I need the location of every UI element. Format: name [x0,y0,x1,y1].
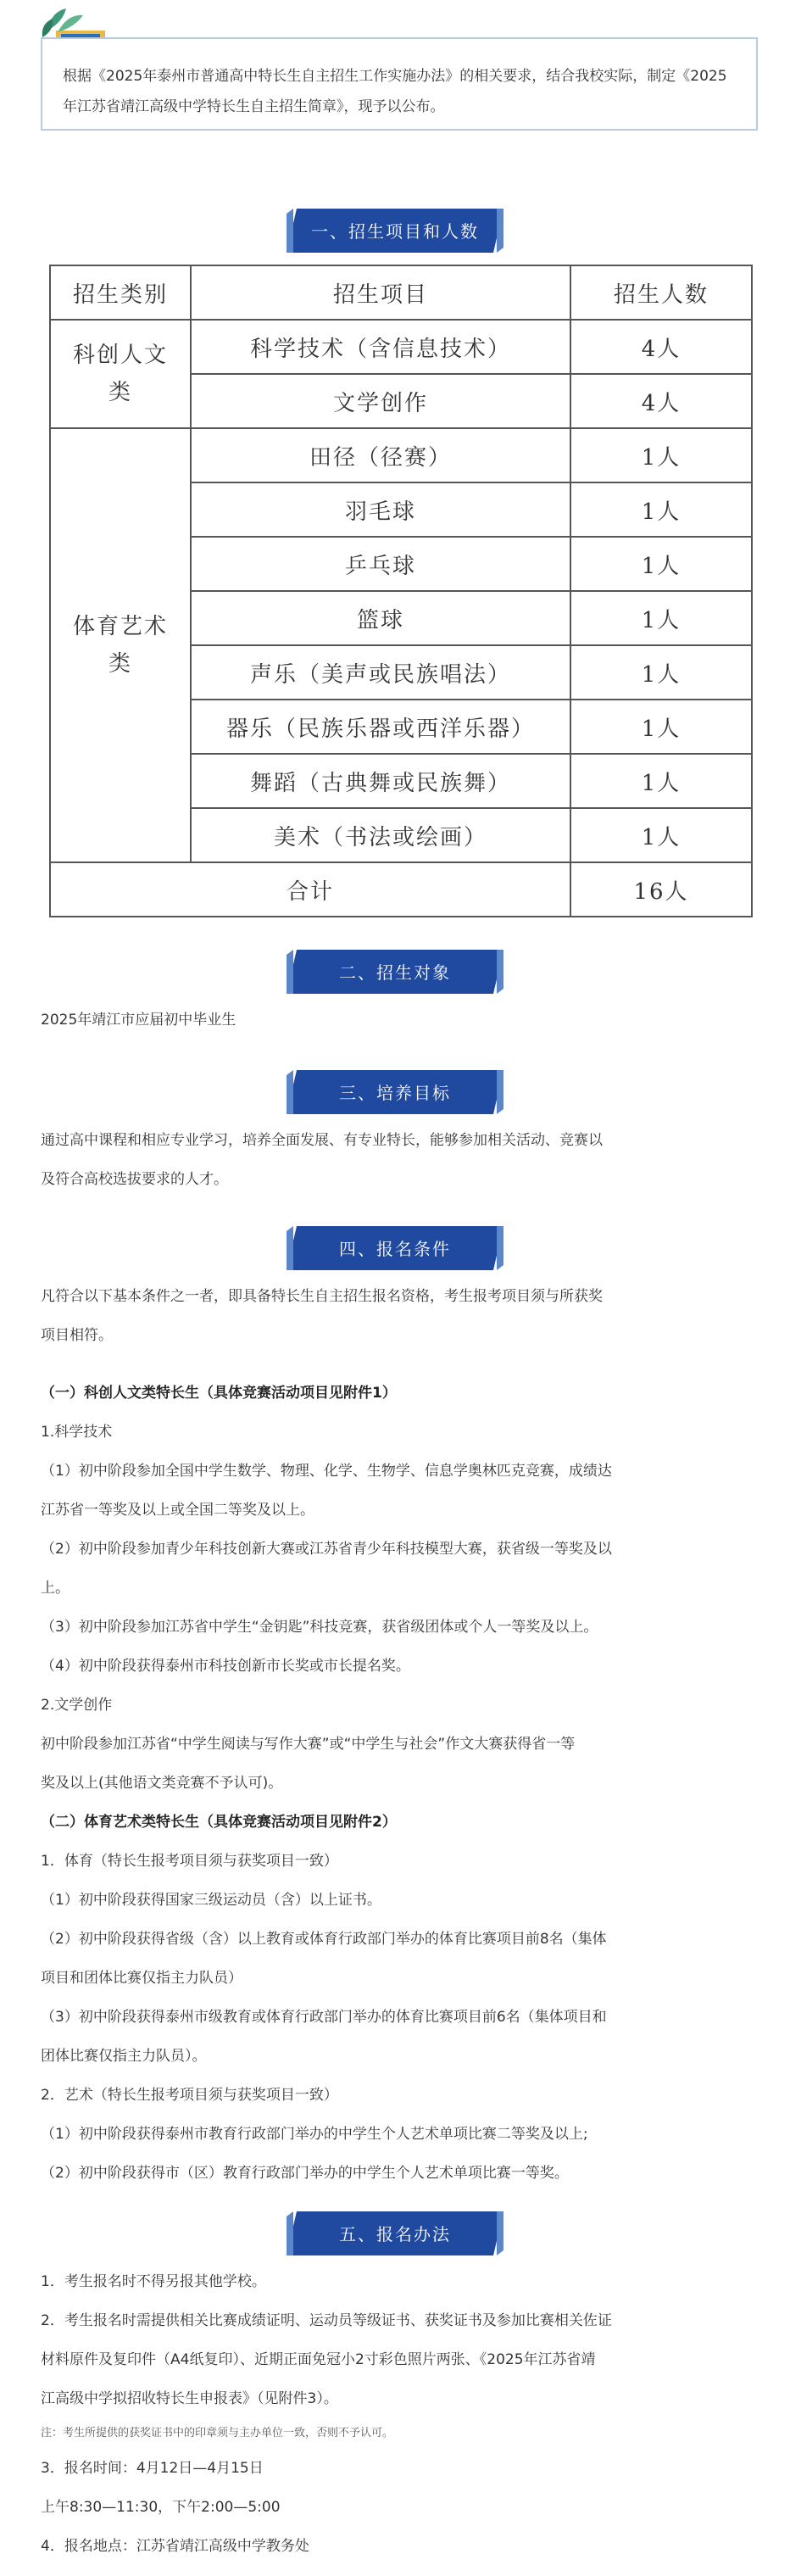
condition-line: （1）初中阶段获得国家三级运动员（含）以上证书。 [41,1892,381,1909]
condition-line: 团体比赛仅指主力队员）。 [41,2048,207,2065]
condition-line: （1）初中阶段获得泰州市教育行政部门举办的中学生个人艺术单项比赛二等奖及以上; [41,2126,588,2143]
count-cell: 1人 [570,808,752,862]
target-text: 2025年靖江市应届初中毕业生 [41,1012,236,1029]
table-row [50,428,752,482]
item-cell: 科学技术（含信息技术） [191,320,570,374]
item-cell: 篮球 [191,591,570,645]
condition-line: （4）初中阶段获得泰州市科技创新市长奖或市长提名奖。 [41,1658,410,1675]
conditions-block [41,1277,770,2193]
total-count: 16人 [570,862,752,917]
apply-line: 江高级中学拟招收特长生申报表》（见附件3）。 [41,2390,338,2407]
section-banner-1 [0,209,790,253]
apply-line: 1．考生报名时不得另报其他学校。 [41,2273,266,2290]
item-cell: 声乐（美声或民族唱法） [191,645,570,700]
item-cell: 乒乓球 [191,537,570,591]
table-total-row [50,862,752,917]
section-title-1: 一、招生项目和人数 [311,221,479,242]
condition-line: （2）初中阶段参加青少年科技创新大赛或江苏省青少年科技模型大赛，获省级一等奖及以 [41,1541,612,1558]
condition-line: 项目和团体比赛仅指主力队员） [41,1970,242,1987]
count-cell: 4人 [570,374,752,428]
apply-line: 3．报名时间：4月12日—4月15日 [41,2460,264,2477]
count-cell: 1人 [570,754,752,808]
item-cell: 文学创作 [191,374,570,428]
goal-text [41,1121,770,1199]
apply-line: 4．报名地点：江苏省靖江高级中学教务处 [41,2538,309,2555]
section-title-3: 三、培养目标 [339,1083,451,1103]
condition-line: 奖及以上(其他语文类竞赛不予认可)。 [41,1775,283,1792]
count-cell: 1人 [570,428,752,482]
category-cell: 体育艺术类 [50,428,191,862]
condition-line: 初中阶段参加江苏省“中学生阅读与写作大赛”或“中学生与社会”作文大赛获得省一等 [41,1736,576,1753]
quota-table [49,265,753,917]
condition-line: （3）初中阶段参加江苏省中学生“金钥匙”科技竞赛，获省级团体或个人一等奖及以上。 [41,1619,598,1636]
count-cell: 1人 [570,700,752,754]
item-heading: 1．体育（特长生报考项目须与获奖项目一致） [41,1853,338,1870]
item-cell: 舞蹈（古典舞或民族舞） [191,754,570,808]
goal-line: 及符合高校选拔要求的人才。 [41,1171,228,1188]
table-row [50,320,752,374]
count-cell: 1人 [570,645,752,700]
section-title-5: 五、报名办法 [339,2224,451,2244]
count-cell: 4人 [570,320,752,374]
count-cell: 1人 [570,591,752,645]
apply-line: 上午8:30—11:30，下午2:00—5:00 [41,2499,281,2516]
condition-line: 江苏省一等奖及以上或全国二等奖及以上。 [41,1502,314,1519]
item-heading: 2.文学创作 [41,1697,113,1714]
condition-line: （2）初中阶段获得省级（含）以上教育或体育行政部门举办的体育比赛项目前8名（集体 [41,1931,607,1948]
condition-line: 上。 [41,1580,70,1597]
table-header: 招生项目 [191,265,570,320]
apply-line: 材料原件及复印件（A4纸复印）、近期正面免冠小2寸彩色照片两张、《2025年江苏省靖 [41,2351,596,2368]
condition-line: （2）初中阶段获得市（区）教育行政部门举办的中学生个人艺术单项比赛一等奖。 [41,2165,569,2182]
item-cell: 器乐（民族乐器或西洋乐器） [191,700,570,754]
section-title-2: 二、招生对象 [339,962,451,983]
apply-block [41,2262,770,2566]
item-cell: 美术（书法或绘画） [191,808,570,862]
item-heading: 1.科学技术 [41,1424,113,1441]
item-cell: 田径（径赛） [191,428,570,482]
section-banner-3 [0,1070,790,1114]
conditions-intro: 项目相符。 [41,1327,113,1344]
section-title-4: 四、报名条件 [339,1239,451,1259]
section-banner-2 [0,950,790,994]
subsection-title: （二）体育艺术类特长生（具体竞赛活动项目见附件2） [41,1814,397,1831]
intro-text: 根据《2025年泰州市普通高中特长生自主招生工作实施办法》的相关要求，结合我校实际，制定《2025年江苏省靖江高级中学特长生自主招生简章》，现予以公布。 [63,68,727,115]
apply-note: 注：考生所提供的获奖证书中的印章须与主办单位一致，否则不予认可。 [41,2427,394,2439]
category-cell: 科创人文类 [50,320,191,428]
count-cell: 1人 [570,482,752,537]
count-cell: 1人 [570,537,752,591]
condition-line: （3）初中阶段获得泰州市级教育或体育行政部门举办的体育比赛项目前6名（集体项目和 [41,2009,607,2026]
intro-box [41,37,758,131]
item-cell: 羽毛球 [191,482,570,537]
goal-line: 通过高中课程和相应专业学习，培养全面发展、有专业特长，能够参加相关活动、竞赛以 [41,1132,603,1149]
section-banner-4 [0,1226,790,1270]
subsection-title: （一）科创人文类特长生（具体竞赛活动项目见附件1） [41,1385,397,1402]
table-header: 招生人数 [570,265,752,320]
apply-line: 2．考生报名时需提供相关比赛成绩证明、运动员等级证书、获奖证书及参加比赛相关佐证 [41,2312,612,2329]
section-banner-5 [0,2211,790,2255]
conditions-intro: 凡符合以下基本条件之一者，即具备特长生自主招生报名资格，考生报考项目须与所获奖 [41,1288,603,1305]
total-label: 合计 [50,862,570,917]
table-header: 招生类别 [50,265,191,320]
condition-line: （1）初中阶段参加全国中学生数学、物理、化学、生物学、信息学奥林匹克竞赛，成绩达 [41,1463,612,1480]
table-header-row [50,265,752,320]
item-heading: 2．艺术（特长生报考项目须与获奖项目一致） [41,2087,338,2104]
